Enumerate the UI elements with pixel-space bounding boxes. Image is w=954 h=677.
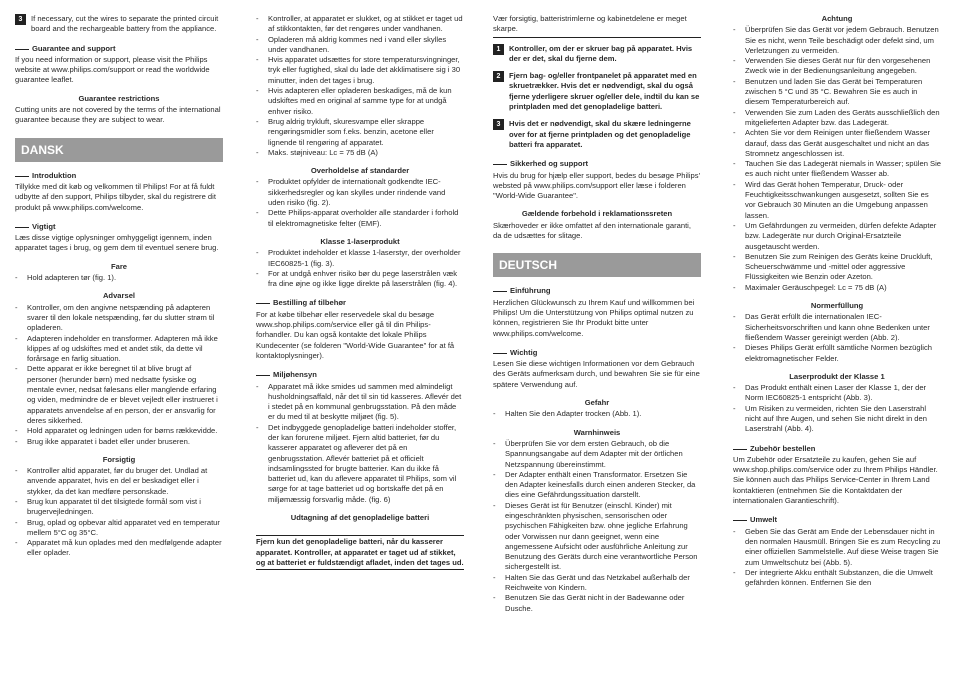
list-precautions — [256, 14, 464, 158]
list-item: - Dieses Philips Gerät erfüllt sämtliche Normen bezüglich elektromagnetischer Felder. — [733, 343, 941, 364]
step-3 — [493, 119, 701, 150]
list-item: - Dette Philips-apparat overholder alle standarder i forhold til elektromagnetiske felter (EMF). — [256, 208, 464, 229]
list-item: - Hold apparatet og ledningen uden for børns rækkevidde. — [15, 426, 223, 436]
section-heading-wichtig: Wichtig — [493, 348, 701, 358]
list-item: - Überprüfen Sie das Gerät vor jedem Gebrauch. Benutzen Sie es nicht, wenn Teile beschädigt oder defekt sind, um Verletzungen zu vermeiden. — [733, 25, 941, 56]
subheading-laser: Klasse 1-laserprodukt — [320, 236, 400, 246]
list-item: - Dieses Gerät ist für Benutzer (einschl. Kinder) mit eingeschränkten physischen, sensorischen oder psychischen Fähigkeiten bzw. ohne jegliche Erfahrung oder Vorwissen nur dann geeignet, wenn eine angemessene Aufsicht oder ausführliche Anleitung zur Benutzung des Geräts durch eine verantwortliche Person sichergestellt ist. — [493, 501, 701, 573]
paragraph-einfuhrung: Herzlichen Glückwunsch zu Ihrem Kauf und willkommen bei Philips! Um die Unterstützung von Philips optimal nutzen zu können, registrieren Sie Ihr Produkt bitte unter www.philips.com/welcome. — [493, 297, 695, 338]
list-item: - Achten Sie vor dem Reinigen unter fließendem Wasser darauf, dass das Gerät ausgeschaltet und nicht an das Stromnetz angeschlossen ist. — [733, 128, 941, 159]
list-advarsel — [15, 303, 223, 447]
list-item: - Adapteren indeholder en transformer. Adapteren må ikke klippes af og udskiftes med et andet stik, da dette vil forårsage en farlig situation. — [15, 334, 223, 365]
section-heading-umwelt: Umwelt — [733, 515, 941, 525]
list-item: - Apparatet må ikke smides ud sammen med almindeligt husholdningsaffald, når det til sin tid kasseres. Aflevér det i stedet på en kommunal genbrugsstation. På den måde er du med til at beskytte miljøet (fig. 5). — [256, 382, 464, 423]
paragraph-gaeldende: Skærhoveder er ikke omfattet af den internationale garanti, da de udsættes for slitage. — [493, 220, 691, 241]
step-text: Fjern bag- og/eller frontpanelet på apparatet med en skruetrækker. Hvis det er nødvendigt, skal du også fjerne yderligere skruer og/eller dele, indtil du kan se printpladen med det genopladelige batteri. — [509, 71, 700, 112]
list-item: - Hold adapteren tør (fig. 1). — [15, 273, 223, 283]
section-heading-zubehor: Zubehör bestellen — [733, 444, 941, 454]
paragraph-introduktion: Tillykke med dit køb og velkommen til Philips! For at få fuldt udbytte af den support, Philips tilbyder, skal du registrere dit produkt på www.philips.com/welcome. — [15, 181, 216, 212]
list-item: - Brug kun apparatet til det tilsigtede formål som vist i brugervejledningen. — [15, 497, 223, 518]
paragraph-tilbehor: For at købe tilbehør eller reservedele skal du besøge www.shop.philips.com/service eller gå til din Philips-forhandler. Du kan også kontakte det lokale Philips Kundecenter (se folderen "World-Wide Guarantee" for at få kontaktoplysninger). — [256, 309, 455, 360]
subheading-advarsel: Advarsel — [102, 291, 136, 301]
subheading-gefahr: Gefahr — [584, 398, 610, 408]
list-item: - Verwenden Sie zum Laden des Geräts ausschließlich den mitgelieferten Adapter bzw. das Ladegerät. — [733, 108, 941, 129]
paragraph-sikkerhed: Hvis du brug for hjælp eller support, bedes du besøge Philips' websted på www.philips.com/support eller læse i folderen "World-Wide Guarantee". — [493, 170, 701, 201]
step-text: If necessary, cut the wires to separate the printed circuit board and the rechargeable battery from the appliance. — [31, 14, 219, 34]
paragraph-restrictions: Cutting units are not covered by the terms of the international guarantee because they are subject to wear. — [15, 105, 221, 125]
section-heading-introduktion: Introduktion — [15, 171, 223, 181]
list-item: - Opladeren må aldrig kommes ned i vand eller skylles under vandhanen. — [256, 35, 464, 56]
step-3 — [15, 14, 223, 35]
paragraph-wichtig: Lesen Sie diese wichtigen Informationen vor dem Gebrauch des Geräts aufmerksam durch, und bewahren Sie sie für eine spätere Verwendung auf. — [493, 359, 700, 389]
list-item: - Hvis adapteren eller opladeren beskadiges, må de kun udskiftes med en original af samme type for at undgå enhver risiko. — [256, 86, 464, 117]
paragraph-guarantee: If you need information or support, please visit the Philips website at www.philips.com/support or read the worldwide guarantee leaflet. — [15, 54, 210, 85]
paragraph-vigtigt: Læs disse vigtige oplysninger omhyggeligt igennem, inden apparatet tages i brug, og gem dem til eventuel senere brug. — [15, 233, 219, 253]
language-banner-deutsch: DEUTSCH — [493, 253, 701, 277]
list-item: - Det indbyggede genopladelige batteri indeholder stoffer, der kan forurene miljøet. Fjern altid batteriet, før du kasserer apparatet og afleverer det på en genbrugsstation. Aflevér batteriet på et officielt indsamlingssted for brugte batterier. Kan du ikke få batteriet ud, kan du aflevere apparatet til Philips, som vil sørge for at tage batteriet ud og bortskaffe det på en miljømæssig forsvarlig måde. (fig. 6) — [256, 423, 464, 505]
list-item: - Das Gerät erfüllt die internationalen IEC-Sicherheitsvorschriften und kann ohne Bedenken unter fließendem Wasser gereinigt werden (Abb. 2). — [733, 312, 941, 343]
list-item: - Das Produkt enthält einen Laser der Klasse 1, der der Norm IEC60825-1 entspricht (Abb. 3). — [733, 383, 941, 404]
step-1 — [493, 44, 701, 65]
subheading-forsigtig: Forsigtig — [102, 454, 136, 464]
paragraph-zubehor: Um Zubehör oder Ersatzteile zu kaufen, gehen Sie auf www.shop.philips.com/service oder zu Ihrem Philips Händler. Sie können auch das Philips Service-Center in Ihrem Land kontaktieren (entnehmen Sie die Kontaktdaten der internationalen Garantieschrift). — [733, 454, 938, 506]
list-item: - For at undgå enhver risiko bør du pege laserstrålen væk fra dine øjne og ikke ligge direkte på laserstrålen (fig. 4). — [256, 269, 464, 290]
list-item: - Brug, oplad og opbevar altid apparatet ved en temperatur mellem 5°C og 35°C. — [15, 518, 223, 539]
list-item: - Halten Sie den Adapter trocken (Abb. 1). — [493, 409, 701, 419]
list-item: - Apparatet må kun oplades med den medfølgende adapter eller oplader. — [15, 538, 223, 559]
list-item: - Verwenden Sie dieses Gerät nur für den vorgesehenen Zweck wie in der Bedienungsanleitung angegeben. — [733, 56, 941, 77]
list-item: - Halten Sie das Gerät und das Netzkabel außerhalb der Reichweite von Kindern. — [493, 573, 701, 594]
subheading-udtagning: Udtagning af det genopladelige batteri — [290, 513, 430, 523]
list-fare — [15, 273, 223, 283]
list-item: - Um Gefährdungen zu vermeiden, dürfen defekte Adapter bzw. Ladegeräte nur durch Original-Ersatzteile ausgetauscht werden. — [733, 221, 941, 252]
list-item: - Der integrierte Akku enthält Substanzen, die die Umwelt gefährden können. Entfernen Sie den — [733, 568, 941, 589]
list-umwelt — [733, 527, 941, 589]
list-item: - Kontroller, om den angivne netspænding på adapteren svarer til den lokale netspænding, før du slutter strøm til opladeren. — [15, 303, 223, 334]
list-item: - Kontroller, at apparatet er slukket, og at stikket er taget ud af stikkontakten, før det rengøres under vandhanen. — [256, 14, 464, 35]
list-overholdelse — [256, 177, 464, 228]
step-number: 3 — [15, 14, 26, 25]
column-4 — [733, 14, 941, 676]
step-number: 1 — [493, 44, 504, 55]
list-laser — [256, 248, 464, 289]
warning-sharp-edges: Vær forsigtig, batteristrimlerne og kabinetdelene er meget skarpe. — [493, 14, 701, 38]
list-normerfullung — [733, 312, 941, 363]
list-miljo — [256, 382, 464, 506]
list-item: - Produktet indeholder et klasse 1-laserstyr, der overholder IEC60825-1 (fig. 3). — [256, 248, 464, 269]
list-item: - Benutzen und laden Sie das Gerät bei Temperaturen zwischen 5 °C und 35 °C. Bewahren Sie es auch in diesem Temperaturbereich auf. — [733, 77, 941, 108]
list-item: - Benutzen Sie das Gerät nicht in der Badewanne oder Dusche. — [493, 593, 701, 614]
list-item: - Maximaler Geräuschpegel: Lc = 75 dB (A) — [733, 283, 941, 293]
section-heading-einfuhrung: Einführung — [493, 286, 701, 296]
list-item: - Kontroller altid apparatet, før du bruger det. Undlad at anvende apparatet, hvis en del er beskadiget eller i stykker, da det kan medføre personskade. — [15, 466, 223, 497]
subheading-warnhinweis: Warnhinweis — [573, 427, 621, 437]
column-3 — [493, 14, 701, 676]
list-laser — [733, 383, 941, 434]
step-text: Hvis det er nødvendigt, skal du skære ledningerne over for at fjerne printpladen og det genopladelige batteri fra apparatet. — [509, 119, 691, 149]
step-text: Kontroller, om der er skruer bag på apparatet. Hvis der er det, skal du fjerne dem. — [509, 43, 693, 63]
language-banner-dansk: DANSK — [15, 138, 223, 162]
list-item: - Überprüfen Sie vor dem ersten Gebrauch, ob die Spannungsangabe auf dem Adapter mit der örtlichen Netzspannung übereinstimmt. — [493, 439, 701, 470]
section-heading-guarantee: Guarantee and support — [15, 44, 223, 54]
list-item: - Brug aldrig trykluft, skuresvampe eller skrappe rengøringsmidler som f.eks. benzin, acetone eller lignende til rengøring af apparatet. — [256, 117, 464, 148]
list-forsigtig — [15, 466, 223, 559]
section-heading-sikkerhed: Sikkerhed og support — [493, 159, 701, 169]
list-item: - Maks. støjniveau: Lc = 75 dB (A) — [256, 148, 464, 158]
list-item: - Geben Sie das Gerät am Ende der Lebensdauer nicht in den normalen Hausmüll. Bringen Sie es zum Recycling zu einer offiziellen Sammelstelle. Auf diese Weise tragen Sie zum Umweltschutz bei (Abb. 5). — [733, 527, 941, 568]
subheading-gaeldende: Gældende forbehold i reklamationssreten — [521, 209, 673, 219]
list-item: - Hvis apparatet udsættes for store temperatursvingninger, tryk eller fugtighed, skal du lade det akklimatisere sig i 30 minutter, inden det tages i brug. — [256, 55, 464, 86]
step-2 — [493, 71, 701, 112]
list-item: - Wird das Gerät hohen Temperatur, Druck- oder Feuchtigkeitsschwankungen ausgesetzt, sollten Sie es vor Gebrauch 30 Minuten an die Umgebung anpassen lassen. — [733, 180, 941, 221]
column-1 — [15, 14, 223, 676]
list-achtung — [733, 25, 941, 293]
list-item: - Dette apparat er ikke beregnet til at blive brugt af personer (herunder børn) med nedsatte fysiske og mentale evner, nedsat følesans eller manglende erfaring og viden, medmindre de er blevet vejledt eller instrueret i apparatets anvendelse af en person, der er ansvarlig for deres sikkerhed. — [15, 364, 223, 426]
list-warnhinweis — [493, 439, 701, 614]
list-item: - Tauchen Sie das Ladegerät niemals in Wasser; spülen Sie es auch nicht unter fließendem Wasser ab. — [733, 159, 941, 180]
subheading-restrictions: Guarantee restrictions — [78, 93, 160, 103]
subheading-overholdelse: Overholdelse af standarder — [310, 166, 410, 176]
list-item: - Benutzen Sie zum Reinigen des Geräts keine Druckluft, Scheuerschwämme und -mittel oder aggressive Flüssigkeiten wie Benzin oder Azeton. — [733, 252, 941, 283]
list-item: - Der Adapter enthält einen Transformator. Ersetzen Sie den Adapter keinesfalls durch einen anderen Stecker, da dies eine Gefährdungssituation darstellt. — [493, 470, 701, 501]
step-number: 2 — [493, 71, 504, 82]
list-item: - Um Risiken zu vermeiden, richten Sie den Laserstrahl nicht auf Ihre Augen, und sehen Sie nicht direkt in den Laserstrahl (Abb. 4). — [733, 404, 941, 435]
section-heading-tilbehor: Bestilling af tilbehør — [256, 298, 464, 308]
step-number: 3 — [493, 119, 504, 130]
list-item: - Produktet opfylder de internationalt godkendte IEC-sikkerhedsregler og kan skylles under rindende vand uden risiko (fig. 2). — [256, 177, 464, 208]
section-heading-vigtigt: Vigtigt — [15, 222, 223, 232]
subheading-achtung: Achtung — [821, 14, 853, 23]
list-gefahr — [493, 409, 701, 419]
warning-box-udtagning: Fjern kun det genopladelige batteri, når du kasserer apparatet. Kontroller, at apparatet er taget ud af stikket, og at batteriet er fuldstændigt afladet, inden det tages ud. — [256, 535, 464, 570]
subheading-laser: Laserprodukt der Klasse 1 — [789, 371, 885, 381]
section-heading-miljo: Miljøhensyn — [256, 370, 464, 380]
subheading-normerfullung: Normerfüllung — [810, 301, 864, 311]
list-item: - Brug ikke apparatet i badet eller under bruseren. — [15, 437, 223, 447]
subheading-fare: Fare — [110, 261, 128, 271]
column-2 — [256, 14, 464, 676]
